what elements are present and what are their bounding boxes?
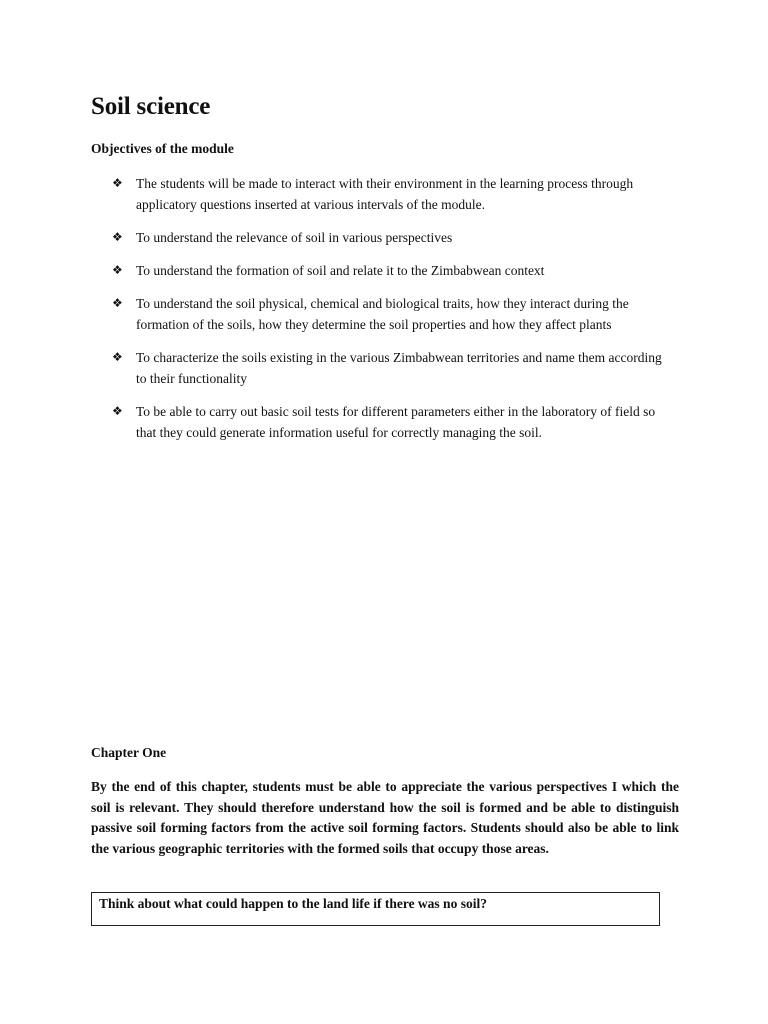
chapter-heading: Chapter One [91, 745, 167, 760]
diamond-bullet-icon: ❖ [112, 176, 123, 190]
objective-text: To understand the formation of soil and relate it to the Zimbabwean context [136, 263, 545, 278]
objective-item [112, 347, 672, 389]
reflection-question-text: Think about what could happen to the land life if there was no soil? [99, 896, 487, 911]
diamond-bullet-icon: ❖ [112, 230, 123, 244]
objective-item [112, 173, 672, 215]
diamond-bullet-icon: ❖ [112, 263, 123, 277]
objective-item [112, 260, 672, 281]
objective-text: The students will be made to interact with their environment in the learning process through applicatory questions inserted at various intervals of the module. [136, 176, 634, 212]
objective-item [112, 401, 672, 443]
chapter-intro-paragraph: By the end of this chapter, students must be able to appreciate the various perspectives I which the soil is relevant. They should therefore understand how the soil is formed and be able to distinguish passive soil forming factors from the active soil forming factors. Students should also be able to link the various geographic territories with the formed soils that occupy those areas. [91, 779, 679, 856]
diamond-bullet-icon: ❖ [112, 350, 123, 364]
objective-text: To understand the relevance of soil in various perspectives [136, 230, 453, 245]
objective-item [112, 227, 672, 248]
objective-text: To understand the soil physical, chemical and biological traits, how they interact during the formation of the soils, how they determine the soil properties and how they affect plants [136, 296, 629, 332]
objective-text: To be able to carry out basic soil tests for different parameters either in the laboratory of field so that they could generate information useful for correctly managing the soil. [136, 404, 656, 440]
objective-item [112, 293, 672, 335]
objective-text: To characterize the soils existing in the various Zimbabwean territories and name them according to their functionality [136, 350, 662, 386]
document-title: Soil science [91, 93, 211, 120]
diamond-bullet-icon: ❖ [112, 404, 123, 418]
reflection-question-box [91, 892, 660, 926]
objectives-heading: Objectives of the module [91, 141, 234, 156]
diamond-bullet-icon: ❖ [112, 296, 123, 310]
objectives-list [112, 173, 672, 455]
